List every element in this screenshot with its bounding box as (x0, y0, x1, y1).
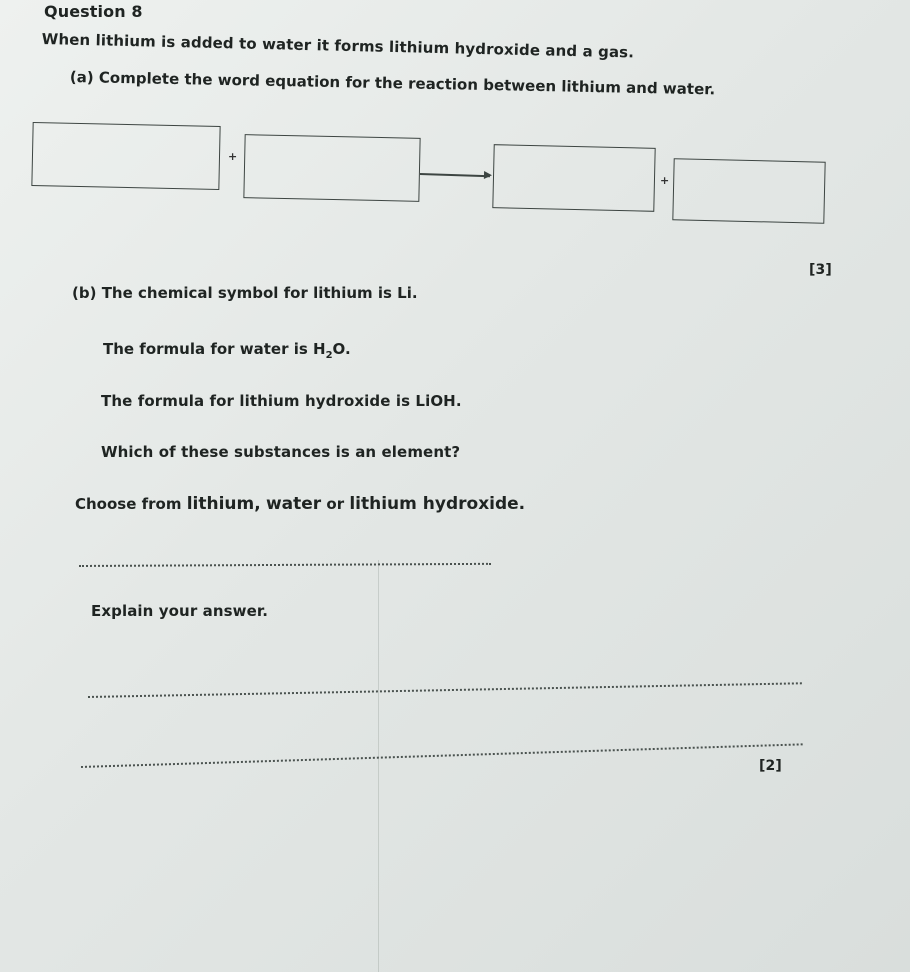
part-b-question: Which of these substances is an element? (101, 443, 461, 461)
answer-line-explain-2[interactable] (81, 743, 803, 768)
question-intro: When lithium is added to water it forms lithium hydroxide and a gas. (41, 30, 635, 62)
answer-line-explain-1[interactable] (88, 682, 802, 698)
part-a-text: Complete the word equation for the reaction between lithium and water. (98, 68, 716, 99)
choose-prefix: Choose from (75, 495, 187, 513)
reactant-box-2[interactable] (243, 134, 420, 202)
water-formula-subscript: 2 (325, 350, 333, 361)
plus-sign-products: + (660, 174, 670, 187)
option-lithium: lithium, (186, 494, 261, 514)
part-b-line2 (103, 340, 351, 361)
part-b-choose (75, 494, 525, 514)
reactant-box-1[interactable] (31, 122, 220, 190)
answer-line-element[interactable] (79, 563, 491, 567)
option-water: water (265, 494, 322, 514)
plus-sign-reactants: + (228, 150, 238, 163)
choose-or: or (326, 495, 345, 513)
part-b-label: (b) (72, 284, 97, 302)
part-b-line1 (72, 284, 418, 302)
part-b-line3: The formula for lithium hydroxide is LiOH. (101, 392, 462, 410)
product-box-2[interactable] (672, 158, 825, 223)
water-formula-suffix: O. (332, 340, 351, 358)
product-box-1[interactable] (492, 144, 655, 212)
water-formula-prefix: The formula for water is H (103, 340, 326, 358)
part-a-label: (a) (69, 68, 94, 87)
part-a-prompt (70, 68, 716, 98)
part-b-symbol-text: The chemical symbol for lithium is Li. (101, 284, 418, 302)
option-lithium-hydroxide: lithium hydroxide. (349, 494, 526, 514)
part-b-explain: Explain your answer. (91, 602, 269, 620)
part-a-marks: [3] (809, 262, 832, 278)
part-b-marks: [2] (759, 758, 782, 774)
paper-fold-shadow (378, 560, 379, 972)
question-title: Question 8 (44, 2, 143, 21)
reaction-arrow (420, 173, 490, 177)
